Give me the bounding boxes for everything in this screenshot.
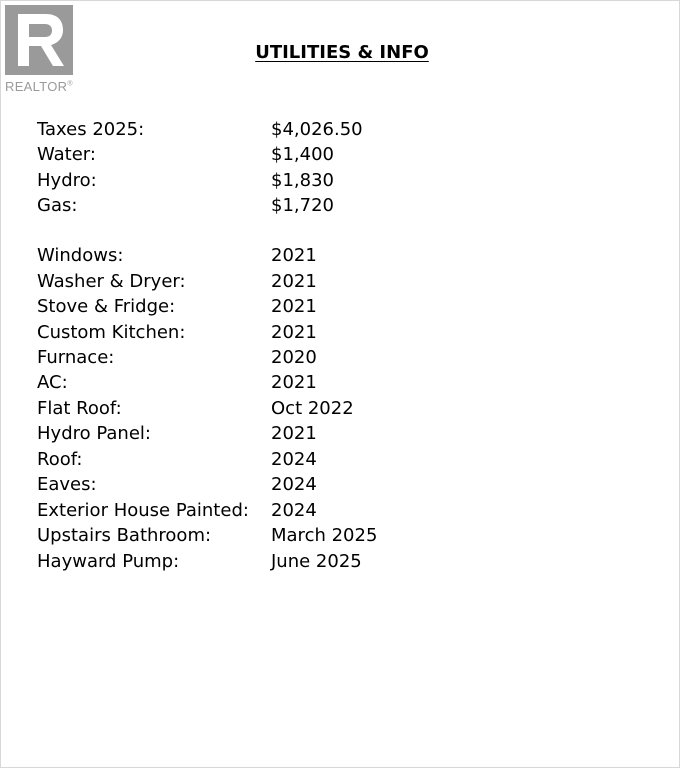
item-label: Eaves: — [37, 474, 97, 496]
item-value: $1,830 — [271, 169, 334, 191]
item-label: Washer & Dryer: — [37, 270, 186, 292]
item-label: Hayward Pump: — [37, 550, 180, 572]
item-value: 2020 — [271, 347, 317, 368]
item-value: 2024 — [271, 499, 317, 521]
item-label: Stove & Fridge: — [37, 296, 176, 318]
item-value: June 2025 — [271, 550, 362, 572]
item-value: 2021 — [271, 296, 317, 318]
item-value: $4,026.50 — [271, 119, 363, 140]
item-label: Custom Kitchen: — [37, 321, 186, 343]
item-value: Oct 2022 — [271, 397, 354, 419]
item-value: $1,720 — [271, 195, 334, 217]
item-label: AC: — [37, 372, 68, 394]
realtor-logo-mark — [5, 5, 73, 75]
item-label: Roof: — [37, 448, 83, 470]
item-label: Furnace: — [37, 347, 115, 368]
item-label: Exterior House Painted: — [37, 499, 249, 521]
item-label: Windows: — [37, 245, 124, 267]
item-value: 2021 — [271, 245, 317, 267]
item-value: March 2025 — [271, 525, 378, 547]
item-label: Gas: — [37, 195, 78, 217]
item-label: Taxes 2025: — [37, 119, 145, 140]
item-value: 2024 — [271, 448, 317, 470]
page-title: UTILITIES & INFO — [255, 42, 429, 63]
realtor-logo-text: REALTOR® — [5, 79, 73, 94]
item-value: 2024 — [271, 474, 317, 496]
realtor-r-icon — [5, 5, 73, 75]
item-label: Upstairs Bathroom: — [37, 525, 212, 547]
item-value: $1,400 — [271, 144, 334, 166]
item-value: 2021 — [271, 372, 317, 394]
item-label: Hydro Panel: — [37, 423, 151, 445]
item-value: 2021 — [271, 270, 317, 292]
item-label: Hydro: — [37, 169, 97, 191]
item-label: Water: — [37, 144, 96, 166]
item-value: 2021 — [271, 423, 317, 445]
item-label: Flat Roof: — [37, 397, 122, 419]
item-value: 2021 — [271, 321, 317, 343]
